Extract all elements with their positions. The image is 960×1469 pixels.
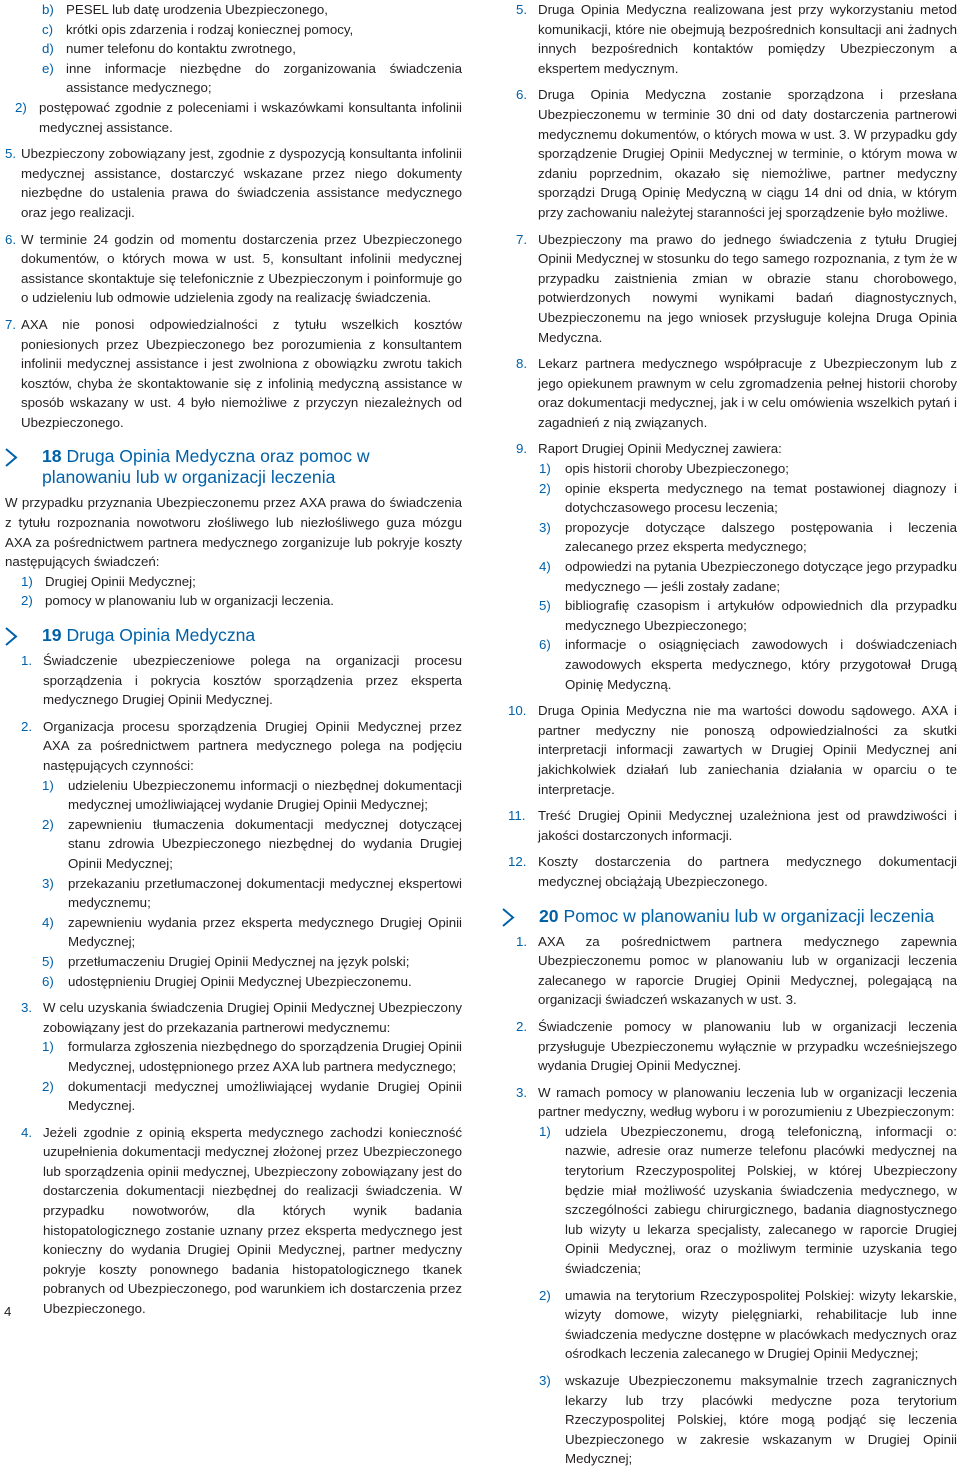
list-item (5, 776, 462, 815)
item-number: 4) (539, 559, 551, 575)
item-number: 1) (42, 777, 54, 793)
item-number: 3) (42, 875, 54, 891)
item-text: opis historii choroby Ubezpieczonego; (565, 461, 789, 477)
item-text: postępować zgodnie z poleceniami i wskazówkami konsultanta infolinii medycznej assistance. (39, 99, 462, 135)
item-number: 2) (539, 1287, 551, 1303)
paragraph-text: Koszty dostarczenia do partnera medycznego dokumentacji medycznej obciążają Ubezpieczonego. (538, 854, 957, 889)
section-title: Druga Opinia Medyczna (66, 625, 256, 646)
item-number: 1) (539, 461, 551, 477)
paragraph-number: 2. (21, 718, 33, 734)
section-18-heading (5, 446, 462, 488)
item-text: przekazaniu przetłumaczonej dokumentacji medycznej ekspertowi medycznemu; (68, 875, 462, 911)
paragraph-2 (5, 717, 462, 776)
list-item (5, 572, 462, 592)
list-item (5, 972, 462, 992)
item-number: 3) (539, 519, 551, 535)
item-number: 6) (42, 973, 54, 989)
item-number: b) (42, 2, 54, 17)
left-column (5, 0, 462, 1319)
paragraph-11 (502, 806, 957, 845)
item-number: 1) (42, 1039, 54, 1055)
section-number: 18 (42, 446, 62, 467)
paragraph-text: Świadczenie pomocy w planowaniu lub w organizacji leczenia przysługuje Ubezpieczonemu wyłącznie w przypadku wcześniejszego wydania Drugiej Opinii Medycznej. (538, 1018, 957, 1074)
list-item (5, 98, 462, 137)
paragraph-9 (502, 439, 957, 459)
paragraph-number: 1. (21, 653, 33, 669)
paragraph-5 (502, 0, 957, 78)
item-text: PESEL lub datę urodzenia Ubezpieczonego, (66, 2, 328, 17)
list-item (502, 459, 957, 479)
list-item (5, 952, 462, 972)
paragraph-text: AXA za pośrednictwem partnera medycznego zapewnia Ubezpieczonemu pomoc w planowaniu lub w organizacji leczenia zalecanego w raporcie Drugiej Opinii Medycznej, polegającą na organizacji świadczeń wskazanych w ust. 3. (538, 933, 957, 1008)
section-number: 20 (539, 905, 559, 926)
paragraph-4 (5, 1123, 462, 1319)
paragraph-number: 2. (516, 1018, 528, 1034)
paragraph-number: 7. (5, 316, 17, 332)
paragraph-text: W terminie 24 godzin od momentu dostarczenia przez Ubezpieczonego dokumentów, o których mowa w ust. 5, konsultant infolinii medycznej assistance skontaktuje się telefonicznie z Ubezpieczonym i poinformuje go o udzieleniu lub odmowie udzielenia zgody na realizację świadczenia. (21, 231, 462, 306)
paragraph-number: 4. (21, 1124, 33, 1140)
item-text: umawia na terytorium Rzeczypospolitej Polskiej: wizyty lekarskie, wizyty domowe, wizyty pielęgniarki, rehabilitacje lub inne świadczenia medyczne dostępne w placówkach medycznych oraz ośrodkach leczenia zalecanego w Drugiej Opinii Medycznej; (565, 1287, 957, 1362)
paragraph-text: Organizacja procesu sporządzenia Drugiej Opinii Medycznej przez AXA za pośrednictwem partnera medycznego polega na podjęciu następujących czynności: (43, 718, 462, 773)
item-number: d) (42, 41, 54, 57)
right-column (502, 0, 957, 1469)
list-item (502, 557, 957, 596)
item-number: 4) (42, 914, 54, 930)
item-text: krótki opis zdarzenia i rodzaj koniecznej pomocy, (66, 21, 354, 37)
paragraph-8 (502, 354, 957, 432)
section-20-heading (502, 906, 957, 927)
paragraph-text: Druga Opinia Medyczna realizowana jest przy wykorzystaniu metod komunikacji, które nie obejmują bezpośrednich konsultacji ani żadnych innych bezpośrednich kontaktów pomiędzy Ubezpieczonym a ekspertem medycznym. (538, 2, 957, 76)
list-item (502, 596, 957, 635)
paragraph-number: 10. (508, 703, 527, 719)
item-text: numer telefonu do kontaktu zwrotnego, (66, 41, 296, 57)
paragraph-number: 1. (516, 933, 528, 949)
item-text: dokumentacji medycznej umożliwiającej wydanie Drugiej Opinii Medycznej. (68, 1078, 462, 1114)
item-number: 1) (539, 1123, 551, 1139)
list-item (502, 635, 957, 694)
paragraph-7 (5, 315, 462, 433)
item-text: formularza zgłoszenia niezbędnego do sporządzenia Drugiej Opinii Medycznej, udostępnionego przez AXA lub partnera medycznego; (68, 1039, 462, 1074)
paragraph-10 (502, 701, 957, 799)
list-item (502, 1371, 957, 1469)
paragraph-text: Świadczenie ubezpieczeniowe polega na organizacji procesu sporządzenia i pokrycia kosztów sporządzenia przez eksperta medycznego Drugiej Opinii Medycznej. (43, 653, 462, 708)
item-text: bibliografię czasopism i artykułów odpowiednich dla przypadku medycznego Ubezpieczonego; (565, 598, 957, 633)
list-item (5, 591, 462, 611)
paragraph-number: 3. (516, 1084, 528, 1100)
item-number: c) (42, 21, 54, 37)
list-item (5, 874, 462, 913)
list-item (5, 1077, 462, 1116)
paragraph-text: W celu uzyskania świadczenia Drugiej Opinii Medycznej Ubezpieczony zobowiązany jest do przekazania partnerowi medycznemu: (43, 1000, 462, 1035)
list-item (5, 815, 462, 874)
paragraph-6 (502, 85, 957, 222)
section-18-intro (5, 493, 462, 571)
item-number: 2) (42, 1078, 54, 1094)
item-text: pomocy w planowaniu lub w organizacji leczenia. (45, 593, 334, 609)
paragraph-number: 12. (508, 854, 527, 870)
section-title: Druga Opinia Medyczna oraz pomoc w planowaniu lub w organizacji leczenia (42, 446, 370, 488)
paragraph-1 (5, 651, 462, 710)
paragraph-number: 9. (516, 441, 528, 457)
section-19-heading (5, 625, 462, 646)
list-item (502, 1286, 957, 1364)
item-number: 2) (15, 99, 27, 115)
item-text: zapewnieniu tłumaczenia dokumentacji medycznej dotyczącej stanu zdrowia Ubezpieczonego niezbędnej do wydania Drugiej Opinii Medycznej; (68, 816, 462, 871)
item-text: udostępnieniu Drugiej Opinii Medycznej Ubezpieczonemu. (68, 973, 412, 989)
paragraph-text: Druga Opinia Medyczna nie ma wartości dowodu sądowego. AXA i partner medyczny nie ponoszą odpowiedzialności za skutki interpretacji informacji zawartych w Drugiej Opinii Medycznej ani jakichkolwiek działań lub zaniechania działania w oparciu o te interpretacje. (538, 703, 957, 797)
item-number: 2) (21, 593, 33, 609)
item-text: udziela Ubezpieczonemu, drogą telefoniczną, informacji o: nazwie, adresie oraz numerze telefonu placówki medycznej na terytorium Rzeczypospolitej Polskiej, w której Ubezpieczony będzie miał możliwość uzyskania świadczenia medycznego, w szczególności zabiegu chirurgicznego, badania diagnostycznego lub wizyty u lekarza specjalisty, zalecanego w raporcie Drugiej Opinii Medycznej, oraz o możliwym terminie uzyskania tego świadczenia; (565, 1123, 957, 1277)
paragraph-number: 5. (5, 146, 17, 162)
paragraph-1 (502, 932, 957, 1010)
paragraph-number: 3. (21, 1000, 33, 1016)
item-text: Drugiej Opinii Medycznej; (45, 573, 196, 589)
list-item (5, 913, 462, 952)
paragraph-text: Jeżeli zgodnie z opinią eksperta medycznego zachodzi konieczność uzupełnienia dokumentacji medycznej złożonej przez Ubezpieczonego lub sporządzenia opinii medycznej, Ubezpieczony zobowiązany jest do dostarczenia dokumentacji niezbędnej do realizacji świadczenia. W przypadku nowotworów, dla których wynik badania histopatologicznego zostanie uznany przez eksperta medycznego jest konieczny do wydania Drugiej Opinii Medycznej, partner medyczny pokryje koszty ponownego badania histopatologicznego tkanek pobranych od Ubezpieczonego, pod warunkiem ich dostarczenia przez Ubezpieczonego. (43, 1124, 462, 1317)
paragraph-12 (502, 852, 957, 891)
paragraph-3 (502, 1083, 957, 1122)
paragraph-text: Treść Drugiej Opinii Medycznej uzależniona jest od prawdziwości i jakości dostarczonych informacji. (538, 808, 957, 843)
item-number: 2) (42, 816, 54, 832)
paragraph-number: 6. (5, 231, 17, 247)
paragraph-7 (502, 230, 957, 348)
item-text: wskazuje Ubezpieczonemu maksymalnie trzech zagranicznych lekarzy lub trzy placówki medyczne poza terytorium Rzeczypospolitej Polskiej, które mogą podjąć się leczenia Ubezpieczonego w zakresie wskazanym w Drugiej Opinii Medycznej; (565, 1373, 957, 1467)
list-item (502, 518, 957, 557)
item-text: przetłumaczeniu Drugiej Opinii Medycznej na język polski; (68, 953, 410, 969)
section-number: 19 (42, 625, 62, 646)
paragraph-text: W ramach pomocy w planowaniu leczenia lub w organizacji leczenia partner medyczny, według wyboru i w porozumieniu z Ubezpieczonym: (538, 1084, 957, 1120)
list-item (5, 59, 462, 98)
paragraph-number: 5. (516, 2, 528, 17)
item-text: opinie eksperta medycznego na temat postawionej diagnozy i dotychczasowego procesu leczenia; (565, 480, 957, 516)
list-item (5, 20, 462, 40)
paragraph-5 (5, 144, 462, 222)
paragraph-text: Ubezpieczony zobowiązany jest, zgodnie z dyspozycją konsultanta infolinii medycznej assistance, dostarczyć wskazane przez niego dokumenty niezbędne do ustalenia prawa do świadczenia assistance medycznego oraz jego realizacji. (21, 146, 462, 220)
paragraph-text: Lekarz partnera medycznego współpracuje z Ubezpieczonym lub z jego opiekunem prawnym w celu zgromadzenia pełnej historii choroby oraz dokumentacji medycznej, jak i w celu omówienia wszelkich pytań i zagadnień z nią związanych. (538, 356, 957, 430)
item-text: propozycje dotyczące dalszego postępowania i leczenia zalecanego przez eksperta medycznego; (565, 519, 957, 555)
list-item (502, 479, 957, 518)
paragraph-number: 11. (508, 808, 526, 824)
item-number: 5) (42, 953, 54, 969)
item-number: 1) (21, 573, 33, 589)
paragraph-text: Ubezpieczony ma prawo do jednego świadczenia z tytułu Drugiej Opinii Medycznej w stosunku do tego samego rozpoznania, z tym że w przypadku zaistnienia zmian w obrazie stanu chorobowego, potwierdzonych nowymi wynikami badań diagnostycznych, Ubezpieczonemu na jego wniosek przysługuje kolejna Druga Opinia Medyczna. (538, 231, 957, 345)
paragraph-6 (5, 230, 462, 308)
intro-text: W przypadku przyznania Ubezpieczonemu przez AXA prawa do świadczenia z tytułu rozpoznania nowotworu złośliwego lub niezłośliwego guza mózgu AXA za pośrednictwem partnera medycznego zorganizuje lub pokryje koszty następujących świadczeń: (5, 495, 462, 570)
section-title: Pomoc w planowaniu lub w organizacji leczenia (563, 905, 935, 926)
list-item (502, 1122, 957, 1279)
paragraph-number: 8. (516, 356, 528, 372)
item-number: 3) (539, 1373, 551, 1388)
section-marker-icon (502, 908, 536, 927)
paragraph-2 (502, 1017, 957, 1076)
item-number: e) (42, 60, 54, 76)
paragraph-text: Raport Drugiej Opinii Medycznej zawiera: (538, 441, 782, 457)
item-number: 6) (539, 637, 551, 653)
paragraph-text: AXA nie ponosi odpowiedzialności z tytułu wszelkich kosztów poniesionych przez Ubezpieczonego bez porozumienia z konsultantem infolinii medycznej assistance i jest zwolniona z obowiązku zwrotu takich kosztów, chyba że skontaktowanie się z infolinią medyczną assistance w sposób wskazany w ust. 4 było niemożliwe z przyczyn niezależnych od Ubezpieczonego. (21, 316, 462, 430)
list-item (5, 1037, 462, 1076)
paragraph-number: 6. (516, 87, 528, 103)
list-item (5, 0, 462, 20)
item-text: odpowiedzi na pytania Ubezpieczonego dotyczące jego przypadku medycznego — jeśli zostały zadane; (565, 559, 957, 594)
item-number: 2) (539, 480, 551, 496)
item-number: 5) (539, 598, 551, 614)
item-text: informacje o osiągnięciach zawodowych i doświadczeniach zawodowych eksperta medycznego, który przygotował Drugą Opinię Medyczną. (565, 637, 957, 692)
paragraph-3 (5, 998, 462, 1037)
item-text: inne informacje niezbędne do zorganizowania świadczenia assistance medycznego; (66, 60, 462, 96)
list-item (5, 39, 462, 59)
page-number: 4 (4, 1304, 12, 1319)
paragraph-text: Druga Opinia Medyczna zostanie sporządzona i przesłana Ubezpieczonemu w terminie 30 dni od daty dostarczenia partnerowi medycznemu dokumentów, o których mowa w ust. 3. W przypadku gdy sporządzenie Drugiej Opinii Medycznej w terminie, o którym mowa w zdaniu poprzednim, okazało się niemożliwe, partner medyczny sporządzi Drugą Opinię Medyczną w ciągu 14 dni od dnia, w którym przy zachowaniu należytej staranności jej sporządzenie było możliwe. (538, 87, 957, 220)
item-text: zapewnieniu wydania przez eksperta medycznego Drugiej Opinii Medycznej; (68, 914, 462, 950)
section-marker-icon (5, 627, 39, 646)
paragraph-number: 7. (516, 231, 528, 247)
section-marker-icon (5, 448, 39, 467)
item-text: udzieleniu Ubezpieczonemu informacji o niezbędnej dokumentacji medycznej umożliwiającej wydanie Drugiej Opinii Medycznej; (68, 777, 462, 813)
